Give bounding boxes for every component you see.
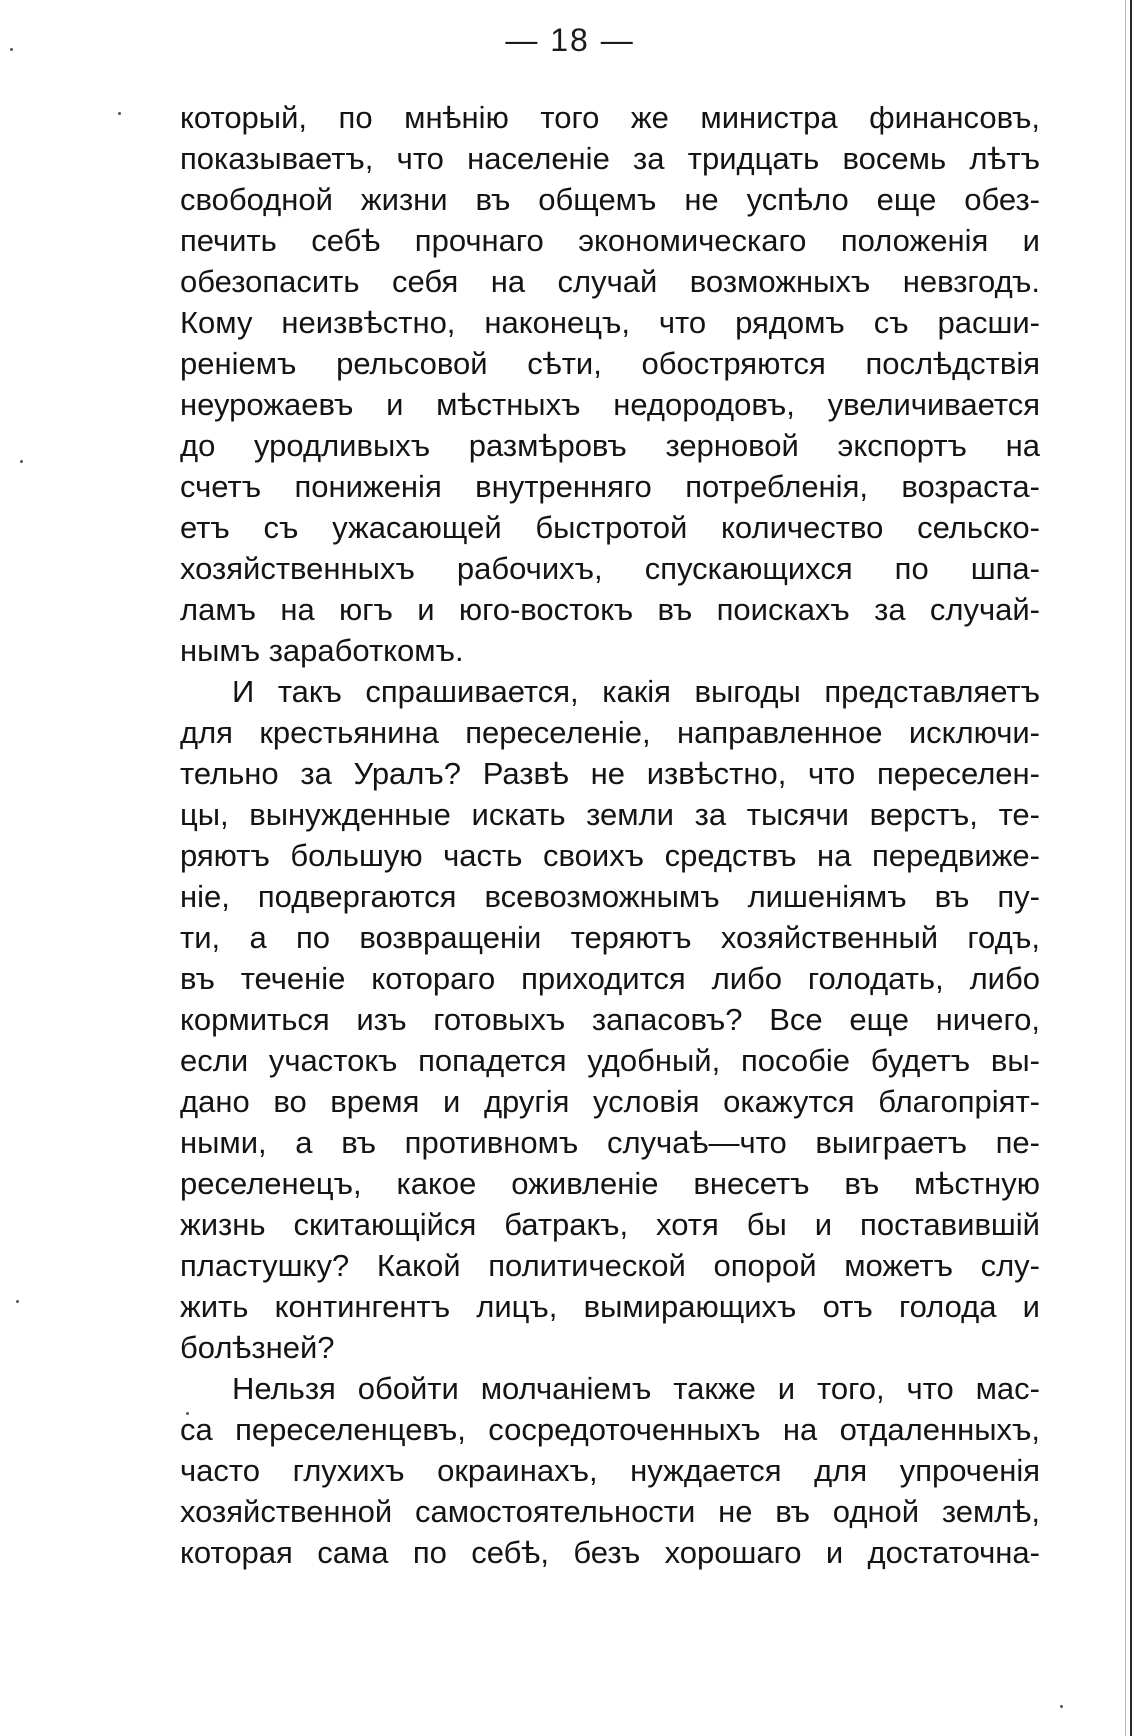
scan-speck xyxy=(16,1300,19,1303)
text-line: который, по мнѣнію того же министра финансовъ, xyxy=(180,100,1040,135)
text-line: счетъ пониженія внутренняго потребленія, возраста- xyxy=(180,469,1040,504)
text-line: печить себѣ прочнаго экономическаго положенія и xyxy=(180,223,1040,258)
text-line: въ теченіе котораго приходится либо голодать, либо xyxy=(180,961,1040,996)
text-line: жизнь скитающійся батракъ, хотя бы и поставившій xyxy=(180,1207,1040,1242)
text-line: ряютъ большую часть своихъ средствъ на передвиже- xyxy=(180,838,1040,873)
paragraph-1 xyxy=(180,97,1040,671)
text-line: часто глухихъ окраинахъ, нуждается для упроченія xyxy=(180,1453,1040,1488)
page-edge-line xyxy=(1130,0,1132,1736)
text-line: пластушку? Какой политической опорой можетъ слу- xyxy=(180,1248,1040,1283)
page-edge-shadow xyxy=(1125,0,1126,1736)
text-line: неурожаевъ и мѣстныхъ недородовъ, увеличивается xyxy=(180,387,1040,422)
scan-speck xyxy=(118,112,121,115)
paragraph-2 xyxy=(180,671,1040,1368)
scan-speck xyxy=(1060,1705,1063,1708)
text-line: тельно за Уралъ? Развѣ не извѣстно, что переселен- xyxy=(180,756,1040,791)
text-line: са переселенцевъ, сосредоточенныхъ на отдаленныхъ, xyxy=(180,1412,1040,1447)
text-line: дано во время и другія условія окажутся благопріят- xyxy=(180,1084,1040,1119)
text-line: показываетъ, что населеніе за тридцать восемь лѣтъ xyxy=(180,141,1040,176)
paragraph-3 xyxy=(180,1368,1040,1573)
text-line: до уродливыхъ размѣровъ зерновой экспортъ на xyxy=(180,428,1040,463)
text-line: ніе, подвергаются всевозможнымъ лишеніямъ въ пу- xyxy=(180,879,1040,914)
text-line: ти, а по возвращеніи теряютъ хозяйственный годъ, xyxy=(180,920,1040,955)
text-line: И такъ спрашивается, какія выгоды представляетъ xyxy=(232,674,1040,709)
text-line: ламъ на югъ и юго-востокъ въ поискахъ за случай- xyxy=(180,592,1040,627)
text-line: жить контингентъ лицъ, вымирающихъ отъ голода и xyxy=(180,1289,1040,1324)
text-line: хозяйственной самостоятельности не въ одной землѣ, xyxy=(180,1494,1040,1529)
text-line: Нельзя обойти молчаніемъ также и того, что мас- xyxy=(232,1371,1040,1406)
text-line: реніемъ рельсовой сѣти, обостряются послѣдствія xyxy=(180,346,1040,381)
page-number: — 18 — xyxy=(505,22,635,58)
text-line: если участокъ попадется удобный, пособіе будетъ вы- xyxy=(180,1043,1040,1078)
text-line: хозяйственныхъ рабочихъ, спускающихся по шпа- xyxy=(180,551,1040,586)
text-line: для крестьянина переселеніе, направленное исключи- xyxy=(180,715,1040,750)
text-line: етъ съ ужасающей быстротой количество сельско- xyxy=(180,510,1040,545)
text-line: реселенецъ, какое оживленіе внесетъ въ мѣстную xyxy=(180,1166,1040,1201)
text-line: обезопасить себя на случай возможныхъ невзгодъ. xyxy=(180,264,1040,299)
text-line: нымъ заработкомъ. xyxy=(180,633,464,668)
text-line: свободной жизни въ общемъ не успѣло еще обез- xyxy=(180,182,1040,217)
text-line: кормиться изъ готовыхъ запасовъ? Все еще ничего, xyxy=(180,1002,1040,1037)
text-line: ными, а въ противномъ случаѣ—что выиграетъ пе- xyxy=(180,1125,1040,1160)
scan-speck xyxy=(20,460,23,463)
body-text xyxy=(180,97,1040,1573)
text-line: которая сама по себѣ, безъ хорошаго и достаточна- xyxy=(180,1535,1040,1570)
text-line: Кому неизвѣстно, наконецъ, что рядомъ съ расши- xyxy=(180,305,1040,340)
text-line: цы, вынужденные искать земли за тысячи верстъ, те- xyxy=(180,797,1040,832)
text-line: болѣзней? xyxy=(180,1330,335,1365)
